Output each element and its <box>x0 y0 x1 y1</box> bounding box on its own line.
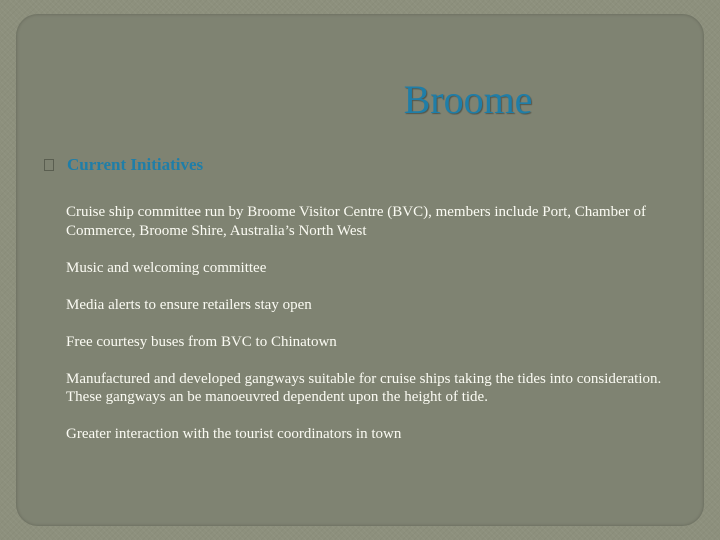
slide-title: Broome <box>403 77 533 122</box>
list-item: Media alerts to ensure retailers stay open <box>66 296 312 313</box>
bullet-box-icon <box>44 159 54 171</box>
section-heading-row <box>44 156 203 175</box>
section-heading: Current Initiatives <box>67 155 204 174</box>
list-item: Music and welcoming committee <box>66 259 267 276</box>
initiatives-list <box>66 203 666 444</box>
list-item: Free courtesy buses from BVC to Chinatown <box>66 333 337 350</box>
list-item: Greater interaction with the tourist coordinators in town <box>66 426 402 442</box>
list-item: Cruise ship committee run by Broome Visitor Centre (BVC), members include Port, Chamber of Commerce, Broome Shire, Australia’s North West <box>66 204 646 239</box>
list-item: Manufactured and developed gangways suitable for cruise ships taking the tides into consideration. These gangways an be manoeuvred dependent upon the height of tide. <box>66 370 662 405</box>
